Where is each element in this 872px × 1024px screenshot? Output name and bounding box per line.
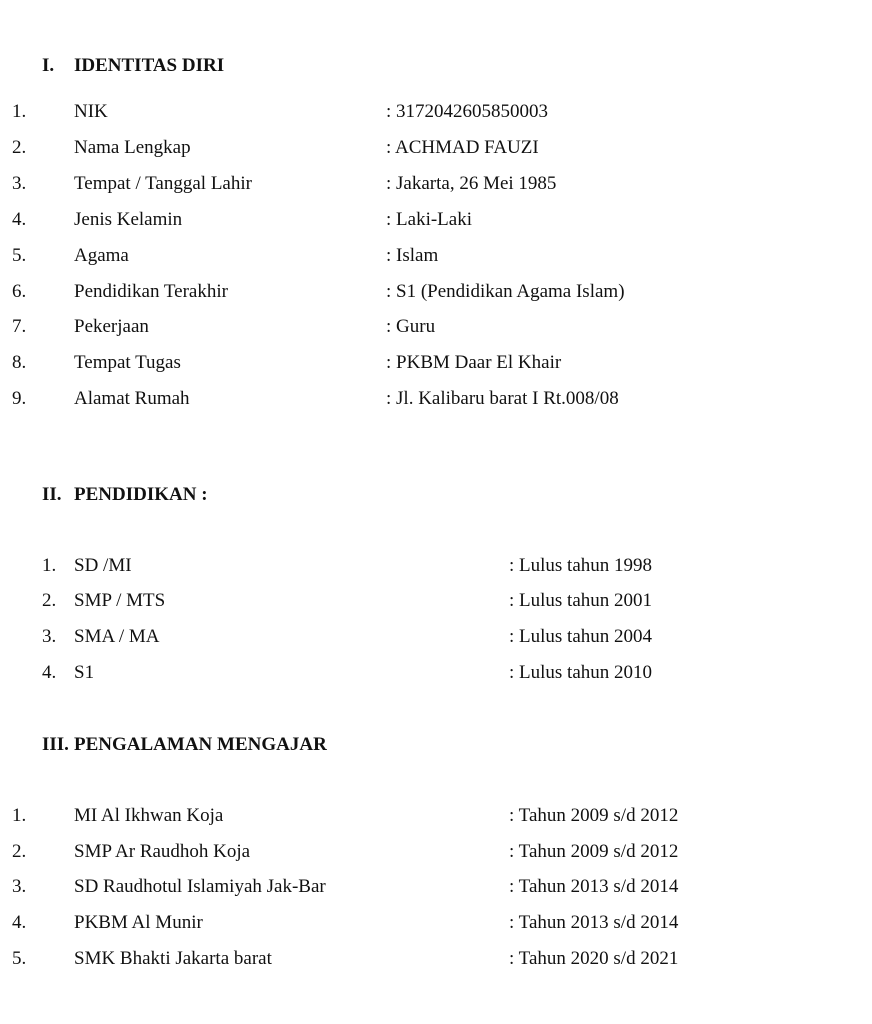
item-number: 4. (42, 662, 57, 683)
item-value: : Lulus tahun 2010 (509, 662, 653, 683)
item-label: Nama Lengkap (74, 137, 191, 158)
item-value: : Lulus tahun 2004 (509, 626, 653, 647)
item-label: Alamat Rumah (74, 388, 190, 409)
section-title: PENGALAMAN MENGAJAR (74, 734, 327, 755)
item-label: SMP Ar Raudhoh Koja (74, 841, 251, 862)
item-number: 9. (12, 388, 27, 409)
item-label: SMP / MTS (74, 590, 166, 611)
item-value: : Islam (386, 245, 439, 266)
item-value: : ACHMAD FAUZI (386, 137, 539, 158)
item-label: S1 (74, 662, 95, 683)
item-number: 5. (12, 245, 27, 266)
item-number: 1. (42, 555, 57, 576)
item-label: MI Al Ikhwan Koja (74, 805, 224, 826)
item-value: : Tahun 2009 s/d 2012 (509, 841, 679, 862)
section-number: II. (42, 484, 62, 505)
section-number: I. (42, 55, 55, 76)
item-label: Pendidikan Terakhir (74, 281, 228, 302)
item-value: : PKBM Daar El Khair (386, 352, 562, 373)
item-value: : Jakarta, 26 Mei 1985 (386, 173, 557, 194)
item-number: 3. (42, 626, 57, 647)
item-value: : Lulus tahun 1998 (509, 555, 653, 576)
item-number: 7. (12, 316, 27, 337)
item-value: : Lulus tahun 2001 (509, 590, 653, 611)
item-number: 2. (42, 590, 57, 611)
item-label: Tempat Tugas (74, 352, 181, 373)
item-label: NIK (74, 101, 108, 122)
item-label: SMA / MA (74, 626, 160, 647)
item-value: : Laki-Laki (386, 209, 472, 230)
item-value: : Tahun 2013 s/d 2014 (509, 912, 679, 933)
item-number: 3. (12, 173, 27, 194)
item-value: : Tahun 2020 s/d 2021 (509, 948, 679, 969)
section-number: III. (42, 734, 69, 755)
item-value: : Tahun 2009 s/d 2012 (509, 805, 679, 826)
item-number: 5. (12, 948, 27, 969)
section-title: IDENTITAS DIRI (74, 55, 225, 76)
item-value: : Jl. Kalibaru barat I Rt.008/08 (386, 388, 619, 409)
item-number: 2. (12, 841, 27, 862)
item-number: 8. (12, 352, 27, 373)
item-number: 4. (12, 209, 27, 230)
item-value: : 3172042605850003 (386, 101, 549, 122)
item-number: 1. (12, 101, 27, 122)
item-number: 1. (12, 805, 27, 826)
item-value: : Guru (386, 316, 436, 337)
section-title: PENDIDIKAN : (74, 484, 208, 505)
item-label: SMK Bhakti Jakarta barat (74, 948, 272, 969)
item-value: : Tahun 2013 s/d 2014 (509, 876, 679, 897)
item-number: 3. (12, 876, 27, 897)
item-label: Jenis Kelamin (74, 209, 183, 230)
item-label: PKBM Al Munir (74, 912, 203, 933)
item-label: Agama (74, 245, 129, 266)
item-label: Pekerjaan (74, 316, 149, 337)
item-number: 2. (12, 137, 27, 158)
item-number: 6. (12, 281, 27, 302)
item-label: SD /MI (74, 555, 132, 576)
item-label: SD Raudhotul Islamiyah Jak-Bar (74, 876, 326, 897)
item-number: 4. (12, 912, 27, 933)
item-label: Tempat / Tanggal Lahir (74, 173, 252, 194)
item-value: : S1 (Pendidikan Agama Islam) (386, 281, 625, 302)
